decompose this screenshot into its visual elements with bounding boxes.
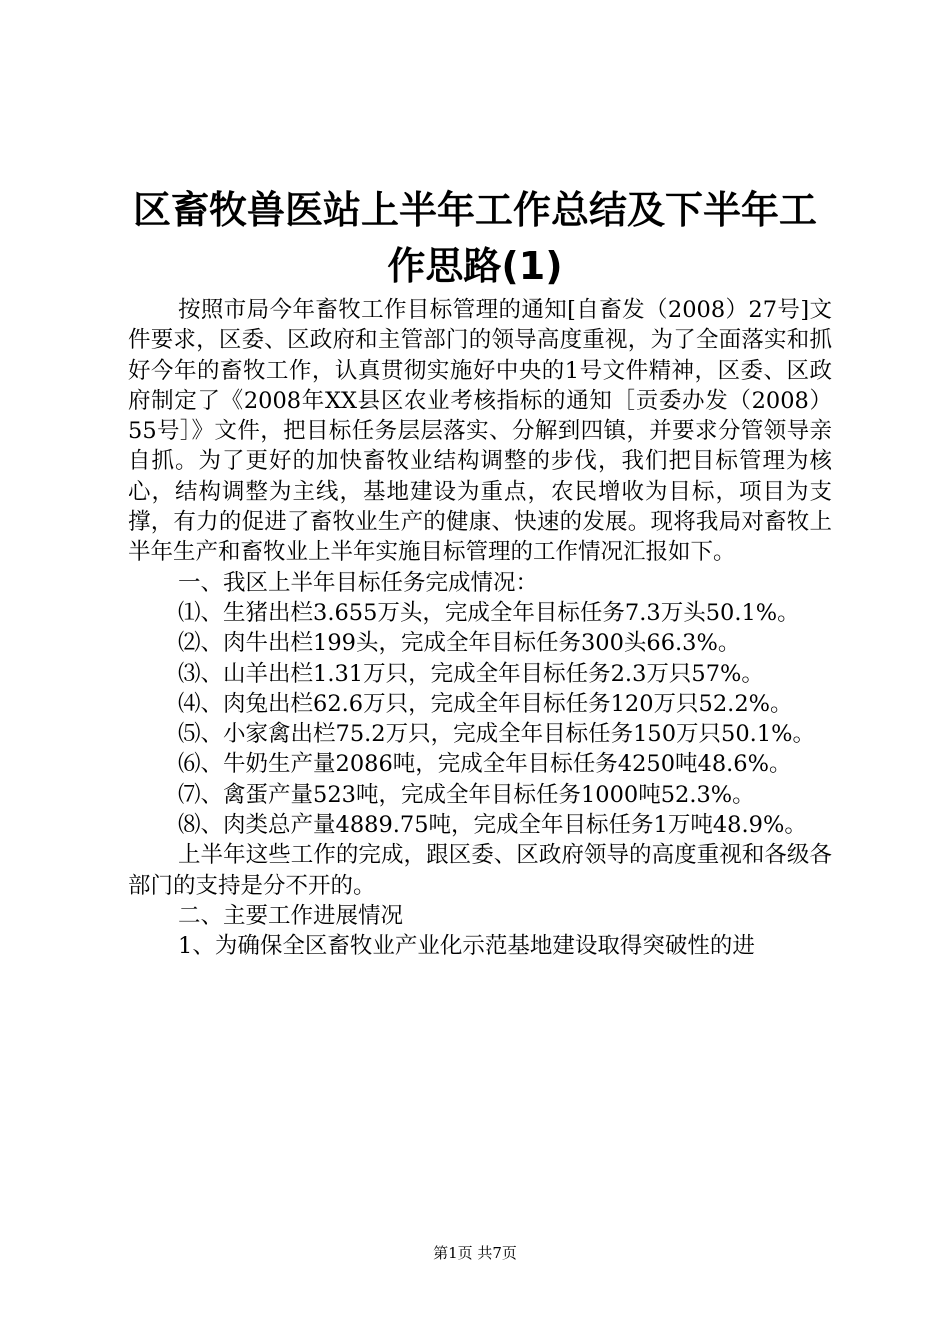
document-title: 区畜牧兽医站上半年工作总结及下半年工作思路(1) — [132, 188, 817, 288]
list-item: ⑶、山羊出栏1.31万只，完成全年目标任务2.3万只57%。 — [178, 660, 764, 687]
list-item: ⑷、肉兔出栏62.6万只，完成全年目标任务120万只52.2%。 — [178, 690, 793, 717]
list-item: ⑻、肉类总产量4889.75吨，完成全年目标任务1万吨48.9%。 — [178, 812, 807, 839]
section-heading-1: 一、我区上半年目标任务完成情况： — [178, 569, 539, 596]
list-item: ⑹、牛奶生产量2086吨，完成全年目标任务4250吨48.6%。 — [178, 751, 792, 778]
list-item: ⑺、禽蛋产量523吨，完成全年目标任务1000吨52.3%。 — [178, 781, 755, 808]
document-body — [128, 295, 832, 962]
summary-paragraph: 上半年这些工作的完成，跟区委、区政府领导的高度重视和各级各部门的支持是分不开的。 — [128, 842, 832, 899]
list-item: ⑴、生猪出栏3.655万头，完成全年目标任务7.3万头50.1%。 — [178, 599, 800, 626]
section-paragraph: 1、为确保全区畜牧业产业化示范基地建设取得突破性的进 — [178, 933, 755, 960]
section-heading-2: 二、主要工作进展情况 — [178, 902, 404, 929]
list-item: ⑵、肉牛出栏199头，完成全年目标任务300头66.3%。 — [178, 630, 741, 657]
list-item: ⑸、小家禽出栏75.2万只，完成全年目标任务150万只50.1%。 — [178, 721, 816, 748]
intro-paragraph: 按照市局今年畜牧工作目标管理的通知[自畜发（2008）27号]文件要求，区委、区政府和主管部门的领导高度重视，为了全面落实和抓好今年的畜牧工作，认真贯彻实施好中央的1号文件精神，区委、区政府制定了《2008年XX县区农业考核指标的通知［贡委办发（2008）55号］》文件，把目标任务层层落实、分解到四镇，并要求分管领导亲自抓。为了更好的加快畜牧业结构调整的步伐，我们把目标管理为核心，结构调整为主线，基地建设为重点，农民增收为目标，项目为支撑，有力的促进了畜牧业生产的健康、快速的发展。现将我局对畜牧上半年生产和畜牧业上半年实施目标管理的工作情况汇报如下。 — [128, 297, 832, 566]
page-footer: 第1页 共7页 — [433, 1244, 517, 1262]
